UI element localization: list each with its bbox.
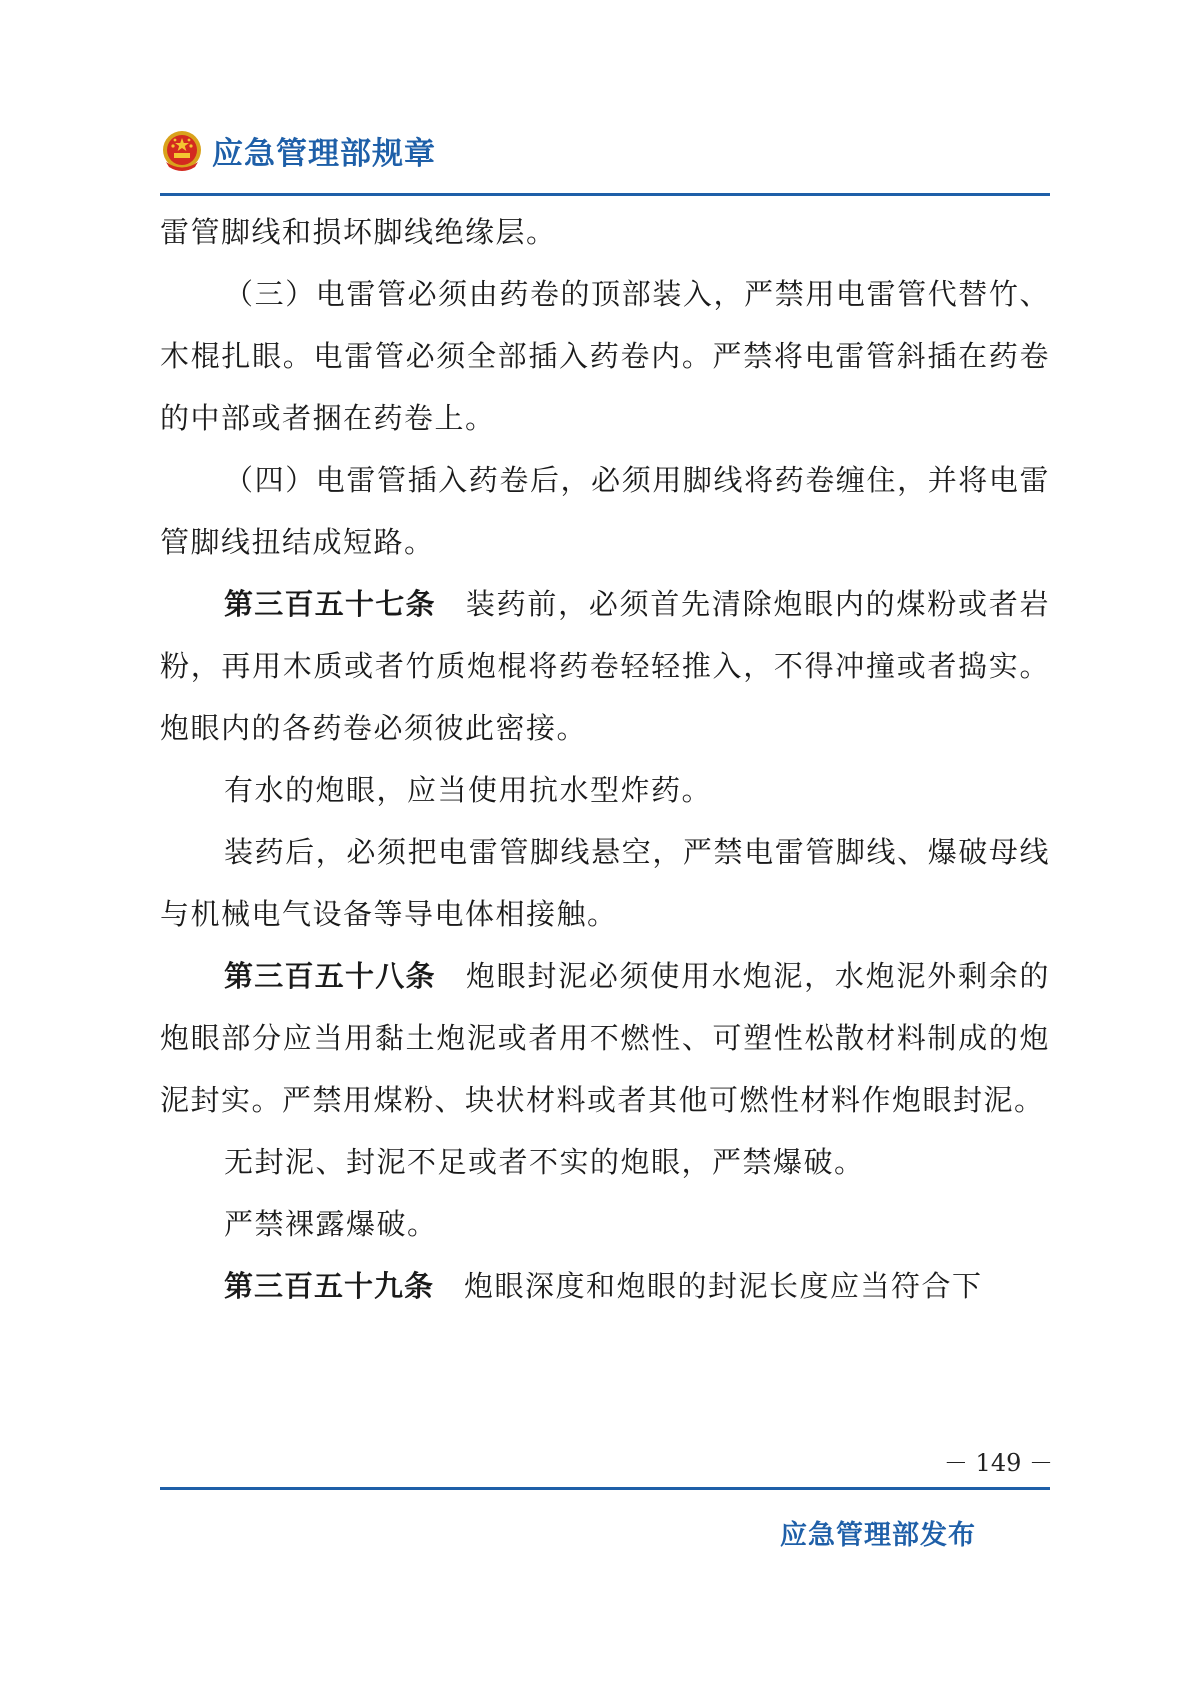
paragraph-text: 有水的炮眼，应当使用抗水型炸药。 <box>224 773 713 807</box>
paragraph <box>160 945 1050 1131</box>
paragraph-text: 无封泥、封泥不足或者不实的炮眼，严禁爆破。 <box>224 1145 865 1179</box>
paragraph <box>160 821 1050 945</box>
header-divider <box>160 193 1050 196</box>
header-title: 应急管理部规章 <box>212 136 436 172</box>
page-number: － 149 － <box>943 1449 1053 1477</box>
paragraph <box>160 263 1050 449</box>
paragraph <box>160 1131 1050 1193</box>
paragraph-text: 装药后，必须把电雷管脚线悬空，严禁电雷管脚线、爆破母线与机械电气设备等导电体相接触。 <box>160 835 1050 931</box>
paragraph <box>160 573 1050 759</box>
paragraph <box>160 1255 1050 1317</box>
paragraph-text: 炮眼封泥必须使用水炮泥，水炮泥外剩余的炮眼部分应当用黏土炮泥或者用不燃性、可塑性松散材料制成的炮泥封实。严禁用煤粉、块状材料或者其他可燃性材料作炮眼封泥。 <box>160 959 1050 1117</box>
paragraph-text: （四）电雷管插入药卷后，必须用脚线将药卷缠住，并将电雷管脚线扭结成短路。 <box>160 463 1050 559</box>
paragraph <box>160 449 1050 573</box>
document-body <box>160 201 1050 1317</box>
footer-divider <box>160 1487 1050 1490</box>
paragraph-text: 严禁裸露爆破。 <box>224 1207 438 1241</box>
article-number: 第三百五十九条 <box>224 1269 435 1303</box>
paragraph-text: 炮眼深度和炮眼的封泥长度应当符合下 <box>464 1269 983 1303</box>
paragraph-text: 装药前，必须首先清除炮眼内的煤粉或者岩粉，再用木质或者竹质炮棍将药卷轻轻推入，不得冲撞或者捣实。炮眼内的各药卷必须彼此密接。 <box>160 587 1050 745</box>
paragraph <box>160 1193 1050 1255</box>
page-header <box>160 128 436 173</box>
article-number: 第三百五十七条 <box>224 587 436 621</box>
paragraph-text: （三）电雷管必须由药卷的顶部装入，严禁用电雷管代替竹、木棍扎眼。电雷管必须全部插入药卷内。严禁将电雷管斜插在药卷的中部或者捆在药卷上。 <box>160 277 1050 435</box>
paragraph <box>160 759 1050 821</box>
publisher-label: 应急管理部发布 <box>780 1520 976 1551</box>
national-emblem-icon <box>160 129 204 173</box>
paragraph <box>160 201 1050 263</box>
article-number: 第三百五十八条 <box>224 959 436 993</box>
paragraph-text: 雷管脚线和损坏脚线绝缘层。 <box>160 215 557 249</box>
